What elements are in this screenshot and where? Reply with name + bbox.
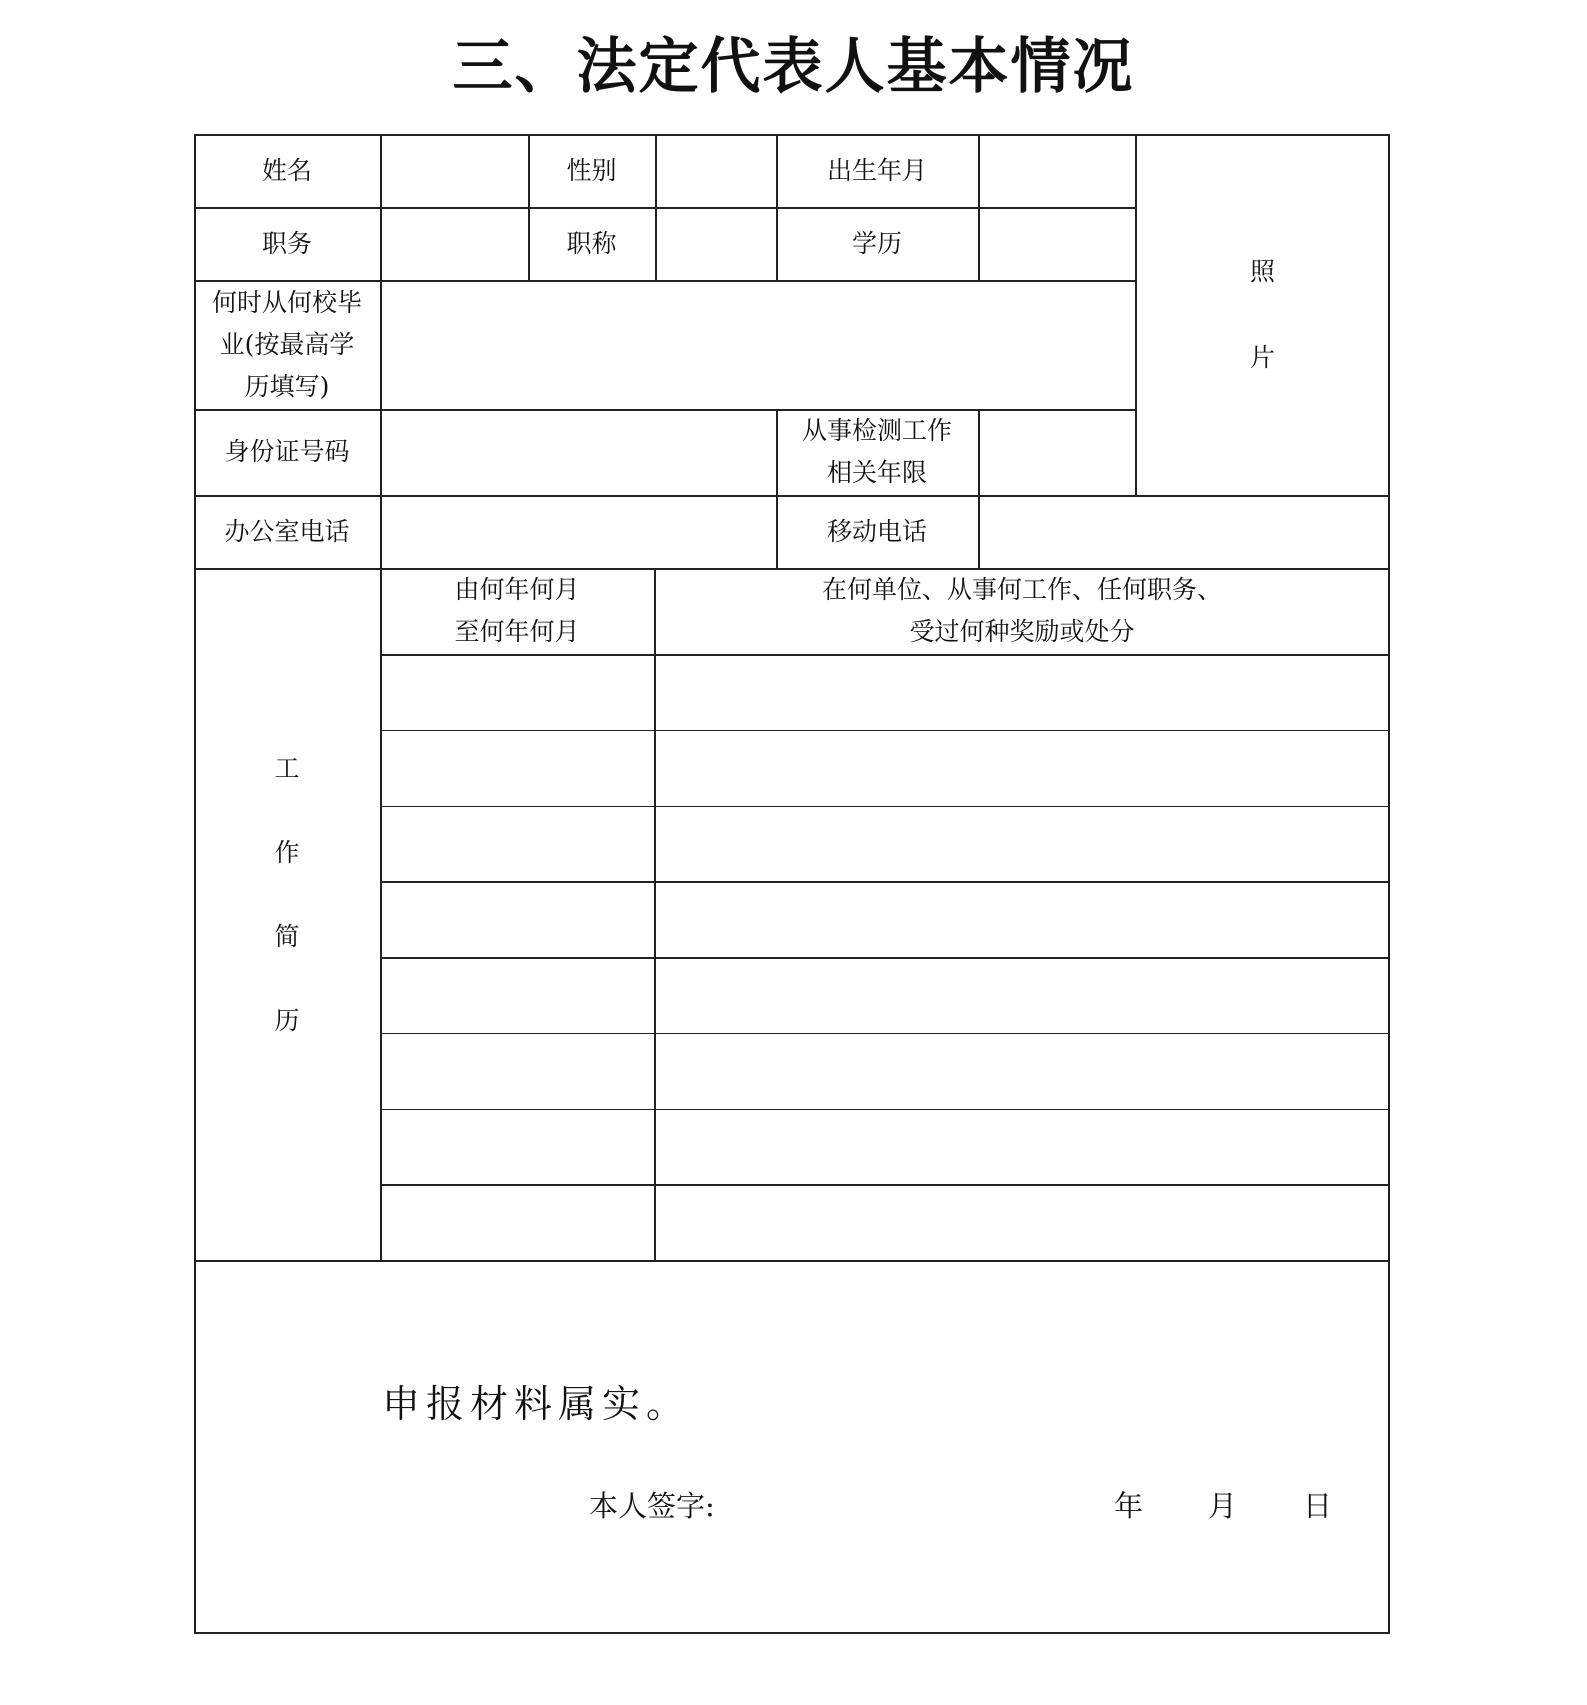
resume-detail-header-line-2: 受过何种奖励或处分	[909, 617, 1135, 646]
rule-col-5-bottom	[978, 409, 980, 568]
graduation-label-line-2: 业(按最高学	[219, 329, 355, 359]
birth-value[interactable]	[978, 134, 1135, 207]
table-border-top	[194, 134, 1390, 136]
resume-period-cell[interactable]	[380, 1033, 654, 1109]
rule-col-2	[528, 134, 530, 280]
rule-col-label	[380, 134, 382, 1262]
rank-label: 职称	[566, 228, 617, 258]
resume-detail-cell[interactable]	[654, 881, 1390, 957]
resume-period-header-line-2: 至何年何月	[454, 617, 580, 646]
signature-label: 本人签字:	[589, 1489, 715, 1523]
signature-field[interactable]	[690, 1478, 1020, 1534]
id-number-label: 身份证号码	[224, 437, 350, 466]
resume-period-cell[interactable]	[380, 881, 654, 957]
resume-period-cell[interactable]	[380, 1109, 654, 1185]
graduation-value[interactable]	[380, 280, 1135, 409]
resume-detail-cell[interactable]	[654, 1184, 1390, 1260]
rule-col-resume	[654, 568, 656, 1262]
office-phone-value[interactable]	[380, 495, 776, 568]
position-label: 职务	[261, 228, 312, 258]
rule-col-4-bottom	[776, 409, 778, 568]
date-day-label: 日	[1303, 1489, 1333, 1523]
education-label: 学历	[851, 228, 902, 258]
graduation-label	[194, 280, 380, 409]
resume-detail-header-line-1: 在何单位、从事何工作、任何职务、	[821, 575, 1222, 604]
resume-label-char-1: 工	[274, 754, 300, 783]
resume-row-divider	[380, 1109, 1390, 1111]
testing-years-value[interactable]	[978, 409, 1135, 495]
resume-row-divider	[380, 1184, 1390, 1186]
rule-row-1	[194, 207, 1135, 209]
graduation-label-line-1: 何时从何校毕	[211, 287, 362, 317]
photo-area[interactable]	[1135, 134, 1390, 495]
resume-period-cell[interactable]	[380, 654, 654, 730]
mobile-value[interactable]	[978, 495, 1390, 568]
resume-detail-cell[interactable]	[654, 1109, 1390, 1185]
resume-detail-cell[interactable]	[654, 654, 1390, 730]
resume-period-header-line-1: 由何年何月	[454, 575, 580, 604]
resume-period-cell[interactable]	[380, 730, 654, 806]
office-phone-label: 办公室电话	[224, 516, 350, 546]
name-label: 姓名	[261, 155, 312, 185]
resume-period-cell[interactable]	[380, 806, 654, 882]
resume-detail-cell[interactable]	[654, 806, 1390, 882]
resume-detail-header	[654, 568, 1390, 654]
table-border-left	[194, 134, 196, 1634]
table-border-bottom	[194, 1632, 1390, 1634]
date-year-label: 年	[1114, 1489, 1144, 1523]
resume-detail-cell[interactable]	[654, 957, 1390, 1033]
resume-period-header	[380, 568, 654, 654]
birth-label: 出生年月	[826, 155, 927, 185]
testing-years-label-line-2: 相关年限	[826, 458, 927, 487]
testing-years-label-line-1: 从事检测工作	[801, 416, 952, 445]
resume-label-char-4: 历	[274, 1006, 300, 1035]
resume-detail-cell[interactable]	[654, 1033, 1390, 1109]
photo-label-char-2: 片	[1249, 342, 1275, 372]
gender-label: 性别	[566, 155, 617, 185]
resume-label-char-3: 简	[274, 922, 300, 951]
resume-row-divider	[380, 881, 1390, 883]
rule-col-4-top	[776, 134, 778, 280]
resume-row-divider	[380, 1033, 1390, 1035]
resume-row-divider	[380, 957, 1390, 959]
rule-col-5-top	[978, 134, 980, 280]
rule-col-photo	[1135, 134, 1137, 495]
rule-row-5	[194, 568, 1390, 570]
rule-resume-end	[194, 1260, 1390, 1262]
resume-label-char-2: 作	[274, 838, 300, 867]
education-value[interactable]	[978, 207, 1135, 280]
mobile-label: 移动电话	[826, 516, 927, 546]
rule-row-3	[194, 409, 1135, 411]
rule-row-4	[194, 495, 1390, 497]
resume-label	[194, 568, 380, 1262]
position-value[interactable]	[380, 207, 528, 280]
table-border-right	[1388, 134, 1390, 1634]
rank-value[interactable]	[655, 207, 776, 280]
rule-col-3	[655, 134, 657, 280]
name-value[interactable]	[380, 134, 528, 207]
id-number-value[interactable]	[380, 409, 776, 495]
resume-row-divider	[380, 806, 1390, 808]
resume-row-divider	[380, 730, 1390, 732]
testing-years-label	[776, 409, 978, 495]
page-title: 三、法定代表人基本情况	[452, 32, 1135, 102]
photo-label-char-1: 照	[1249, 256, 1275, 286]
gender-value[interactable]	[655, 134, 776, 207]
legal-representative-form	[194, 134, 1390, 1634]
rule-row-2	[194, 280, 1135, 282]
declaration-statement: 申报材料属实。	[382, 1382, 691, 1426]
resume-period-cell[interactable]	[380, 1184, 654, 1260]
graduation-label-line-3: 历填写)	[244, 371, 330, 401]
rule-resume-header	[380, 654, 1390, 656]
resume-detail-cell[interactable]	[654, 730, 1390, 806]
resume-period-cell[interactable]	[380, 957, 654, 1033]
date-month-label: 月	[1208, 1489, 1238, 1523]
